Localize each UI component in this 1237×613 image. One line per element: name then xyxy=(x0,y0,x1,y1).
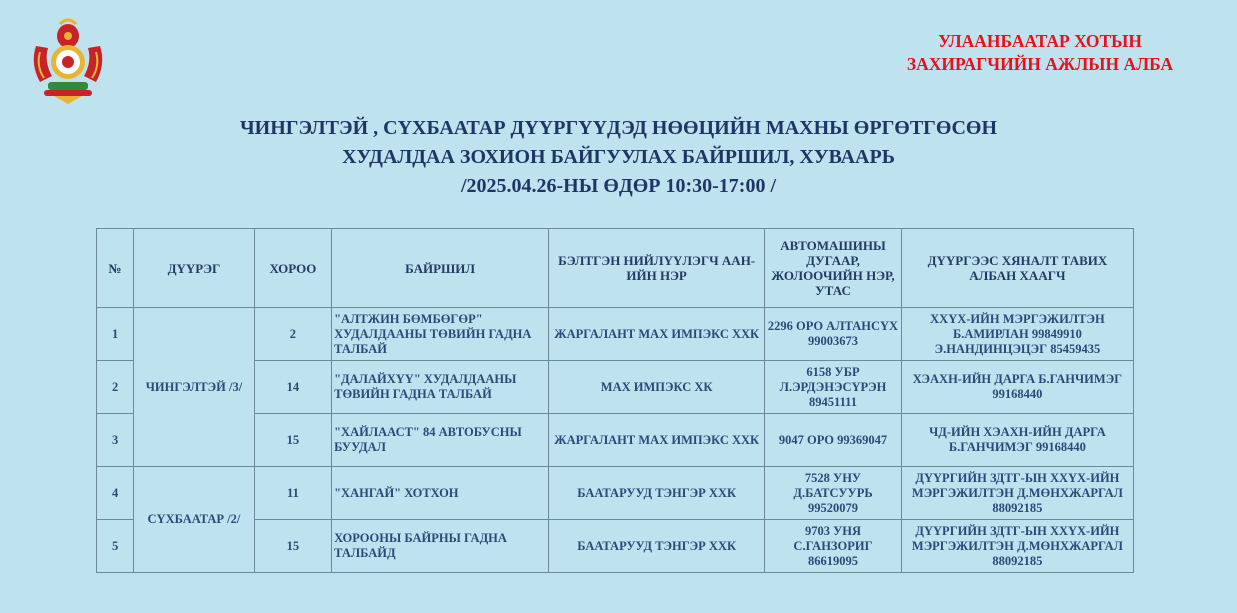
table-row xyxy=(97,308,1134,361)
vehicle-cell: 9047 ОРО 99369047 xyxy=(765,414,902,467)
org-line-2: ЗАХИРАГЧИЙН АЖЛЫН АЛБА xyxy=(906,54,1174,74)
supplier-cell: ЖАРГАЛАНТ МАХ ИМПЭКС ХХК xyxy=(549,414,765,467)
location-cell: ХОРООНЫ БАЙРНЫ ГАДНА ТАЛБАЙД xyxy=(332,520,549,573)
schedule-table xyxy=(96,228,1134,573)
table-row xyxy=(97,467,1134,520)
header-official: ДҮҮРГЭЭС ХЯНАЛТ ТАВИХ АЛБАН ХААГЧ xyxy=(901,229,1133,308)
vehicle-cell: 7528 УНУ Д.БАТСУУРЬ 99520079 xyxy=(765,467,902,520)
khoroo-cell: 14 xyxy=(254,361,331,414)
header-district: ДҮҮРЭГ xyxy=(134,229,255,308)
official-cell: ДҮҮРГИЙН ЗДТГ-ЫН ХХҮХ-ИЙН МЭРГЭЖИЛТЭН Д.МӨНХЖАРГАЛ 88092185 xyxy=(901,520,1133,573)
location-cell: "ДАЛАЙХҮҮ" ХУДАЛДААНЫ ТӨВИЙН ГАДНА ТАЛБАЙ xyxy=(332,361,549,414)
khoroo-cell: 15 xyxy=(254,414,331,467)
org-line-1: УЛААНБААТАР ХОТЫН xyxy=(938,31,1142,51)
vehicle-cell: 2296 ОРО АЛТАНСҮХ 99003673 xyxy=(765,308,902,361)
header-supplier: БЭЛТГЭН НИЙЛҮҮЛЭГЧ ААН-ИЙН НЭР xyxy=(549,229,765,308)
location-cell: "ХАЙЛААСТ" 84 АВТОБУСНЫ БУУДАЛ xyxy=(332,414,549,467)
table-header-row xyxy=(97,229,1134,308)
header-vehicle: АВТОМАШИНЫ ДУГААР, ЖОЛООЧИЙН НЭР, УТАС xyxy=(765,229,902,308)
location-cell: "ХАНГАЙ" ХОТХОН xyxy=(332,467,549,520)
supplier-cell: МАХ ИМПЭКС ХК xyxy=(549,361,765,414)
row-number: 3 xyxy=(97,414,134,467)
title-line-3: /2025.04.26-НЫ ӨДӨР 10:30-17:00 / xyxy=(460,175,777,197)
khoroo-cell: 15 xyxy=(254,520,331,573)
district-cell: СҮХБААТАР /2/ xyxy=(134,467,255,573)
row-number: 4 xyxy=(97,467,134,520)
official-cell: ХЭАХН-ИЙН ДАРГА Б.ГАНЧИМЭГ 99168440 xyxy=(901,361,1133,414)
official-cell: ХХҮХ-ИЙН МЭРГЭЖИЛТЭН Б.АМИРЛАН 99849910 Э.НАНДИНЦЭЦЭГ 85459435 xyxy=(901,308,1133,361)
row-number: 5 xyxy=(97,520,134,573)
document-title xyxy=(0,114,1237,201)
official-cell: ЧД-ИЙН ХЭАХН-ИЙН ДАРГА Б.ГАНЧИМЭГ 99168440 xyxy=(901,414,1133,467)
official-cell: ДҮҮРГИЙН ЗДТГ-ЫН ХХҮХ-ИЙН МЭРГЭЖИЛТЭН Д.МӨНХЖАРГАЛ 88092185 xyxy=(901,467,1133,520)
district-cell: ЧИНГЭЛТЭЙ /3/ xyxy=(134,308,255,467)
khoroo-cell: 11 xyxy=(254,467,331,520)
vehicle-cell: 9703 УНЯ С.ГАНЗОРИГ 86619095 xyxy=(765,520,902,573)
title-line-1: ЧИНГЭЛТЭЙ , СҮХБААТАР ДҮҮРГҮҮДЭД НӨӨЦИЙН МАХНЫ ӨРГӨТГӨСӨН xyxy=(239,117,998,139)
vehicle-cell: 6158 УБР Л.ЭРДЭНЭСҮРЭН 89451111 xyxy=(765,361,902,414)
supplier-cell: БААТАРУУД ТЭНГЭР ХХК xyxy=(549,467,765,520)
supplier-cell: БААТАРУУД ТЭНГЭР ХХК xyxy=(549,520,765,573)
header-khoroo: ХОРОО xyxy=(254,229,331,308)
title-line-2: ХУДАЛДАА ЗОХИОН БАЙГУУЛАХ БАЙРШИЛ, ХУВААРЬ xyxy=(342,146,895,168)
soyombo-emblem-icon xyxy=(26,16,110,104)
khoroo-cell: 2 xyxy=(254,308,331,361)
supplier-cell: ЖАРГАЛАНТ МАХ ИМПЭКС ХХК xyxy=(549,308,765,361)
location-cell: "АЛТЖИН БӨМБӨГӨР" ХУДАЛДААНЫ ТӨВИЙН ГАДНА ТАЛБАЙ xyxy=(332,308,549,361)
row-number: 2 xyxy=(97,361,134,414)
row-number: 1 xyxy=(97,308,134,361)
header-location: БАЙРШИЛ xyxy=(332,229,549,308)
header-number: № xyxy=(97,229,134,308)
organization-name xyxy=(875,30,1205,76)
